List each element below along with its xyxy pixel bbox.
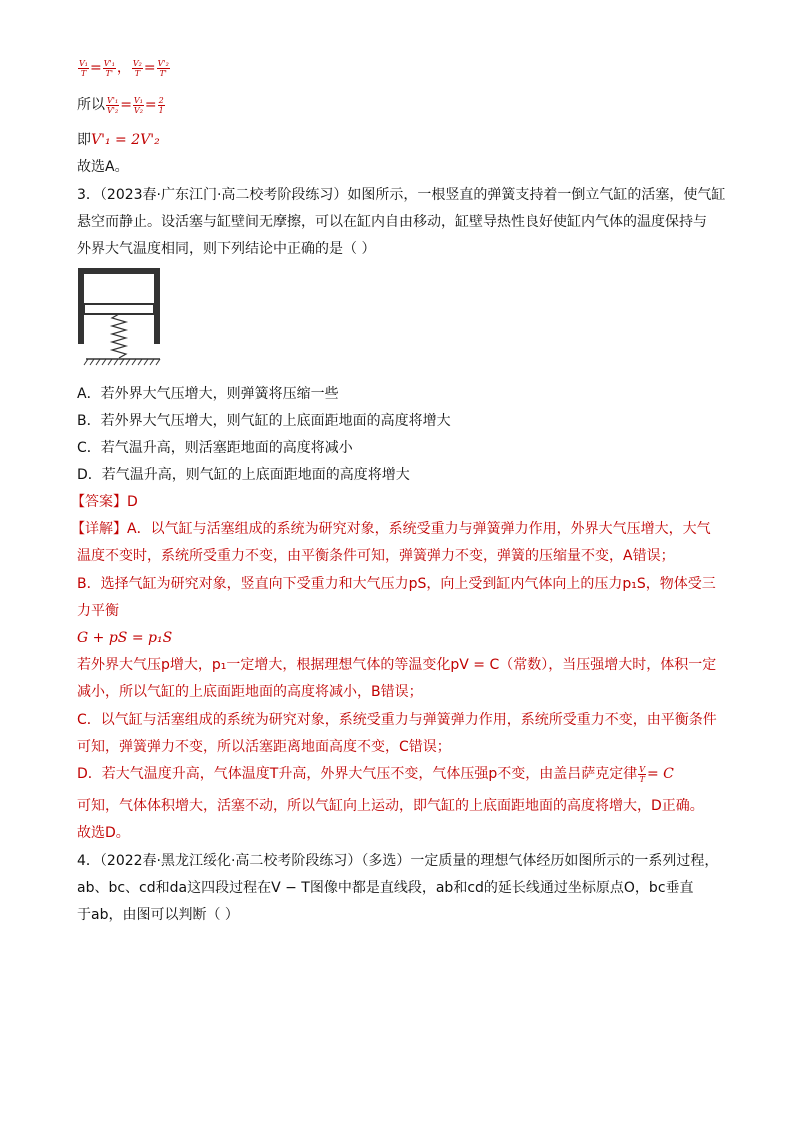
q3-detail-line-12: 故选D。: [77, 825, 130, 841]
fraction: $\frac{\text{V₂}}{T}$: [132, 58, 142, 78]
formula-line-2: 所以 $\frac{\text{V'₁}}{\text{V'₂}}$ = $\frac{\text{V₁}}{\text{V₂}}$ = $\frac{2}{1}$: [77, 95, 164, 115]
conclusion-line: 故选A。: [77, 159, 129, 175]
fraction: $\frac{\text{V'₁}}{\text{V'₂}}$: [107, 95, 119, 115]
formula-line-1: $\frac{\text{V₁}}{T}$ = $\frac{\text{V'₁}}{T'}$ ， $\frac{\text{V₂}}{T}$ = $\frac{\text{V'₂}}{T'}$: [79, 58, 169, 78]
q3-detail-line-10: D．若大气温度升高，气体温度T升高，外界大气压不变，气体压强p不变，由盖吕萨克定律 $\frac{V}{T}$ = C: [77, 764, 674, 784]
q3-stem-line-3: 外界大气温度相同，则下列结论中正确的是（ ）: [77, 241, 376, 257]
q3-detail-line-7: 减小，所以气缸的上底面距地面的高度将减小，B错误；: [77, 684, 423, 700]
q3-stem-line-1: 3．（2023春·广东江门·高二校考阶段练习）如图所示，一根竖直的弹簧支持着一倒立气缸的活塞，使气缸: [77, 187, 726, 203]
q3-detail-line-2: 温度不变时，系统所受重力不变，由平衡条件可知，弹簧弹力不变，弹簧的压缩量不变，A错误；: [77, 548, 675, 564]
q4-stem-line-3: 于ab，由图可以判断（ ）: [77, 907, 239, 923]
cylinder-spring-figure: [74, 266, 166, 374]
fraction: $\frac{\text{V₁}}{T}$: [79, 58, 88, 78]
q3-detail-line-9: 可知，弹簧弹力不变，所以活塞距离地面高度不变，C错误；: [77, 739, 451, 755]
q3-detail-equation: G + pS = p₁S: [77, 630, 173, 646]
q3-option-b: B．若外界大气压增大，则气缸的上底面距地面的高度将增大: [77, 413, 451, 429]
q3-detail-line-3: B．选择气缸为研究对象，竖直向下受重力和大气压力pS，向上受到缸内气体向上的压力p₁S，物体受三: [77, 576, 716, 592]
q3-detail-line-11: 可知，气体体积增大，活塞不动，所以气缸向上运动，即气缸的上底面距地面的高度将增大，D正确。: [77, 798, 704, 814]
q3-option-d: D．若气温升高，则气缸的上底面距地面的高度将增大: [77, 467, 410, 483]
fraction: $\frac{\text{V'₁}}{T'}$: [103, 58, 115, 78]
q3-detail-line-1: 【详解】A．以气缸与活塞组成的系统为研究对象，系统受重力与弹簧弹力作用，外界大气压增大，大气: [71, 521, 711, 537]
q3-detail-line-6: 若外界大气压p增大，p₁一定增大，根据理想气体的等温变化pV = C（常数），当压强增大时，体积一定: [77, 657, 717, 673]
q3-detail-line-8: C．以气缸与活塞组成的系统为研究对象，系统受重力与弹簧弹力作用，系统所受重力不变，由平衡条件: [77, 712, 717, 728]
q4-stem-line-2: ab、bc、cd和da这四段过程在V − T图像中都是直线段，ab和cd的延长线通过坐标原点O，bc垂直: [77, 880, 694, 896]
fraction: $\frac{2}{1}$: [158, 95, 164, 115]
q3-answer: 【答案】D: [71, 494, 138, 510]
q3-option-c: C．若气温升高，则活塞距地面的高度将减小: [77, 440, 353, 456]
formula-line-3: 即V'₁ = 2V'₂: [77, 132, 160, 148]
fraction: $\frac{V}{T}$: [639, 764, 645, 784]
q3-option-a: A．若外界大气压增大，则弹簧将压缩一些: [77, 386, 339, 402]
fraction: $\frac{\text{V'₂}}{T'}$: [157, 58, 169, 78]
fraction: $\frac{\text{V₁}}{\text{V₂}}$: [133, 95, 143, 115]
q3-detail-line-4: 力平衡: [77, 603, 119, 619]
q3-stem-line-2: 悬空而静止。设活塞与缸壁间无摩擦，可以在缸内自由移动，缸壁导热性良好使缸内气体的温度保持与: [77, 214, 707, 230]
q4-stem-line-1: 4．（2022春·黑龙江绥化·高二校考阶段练习）（多选）一定质量的理想气体经历如图所示的一系列过程，: [77, 853, 719, 869]
